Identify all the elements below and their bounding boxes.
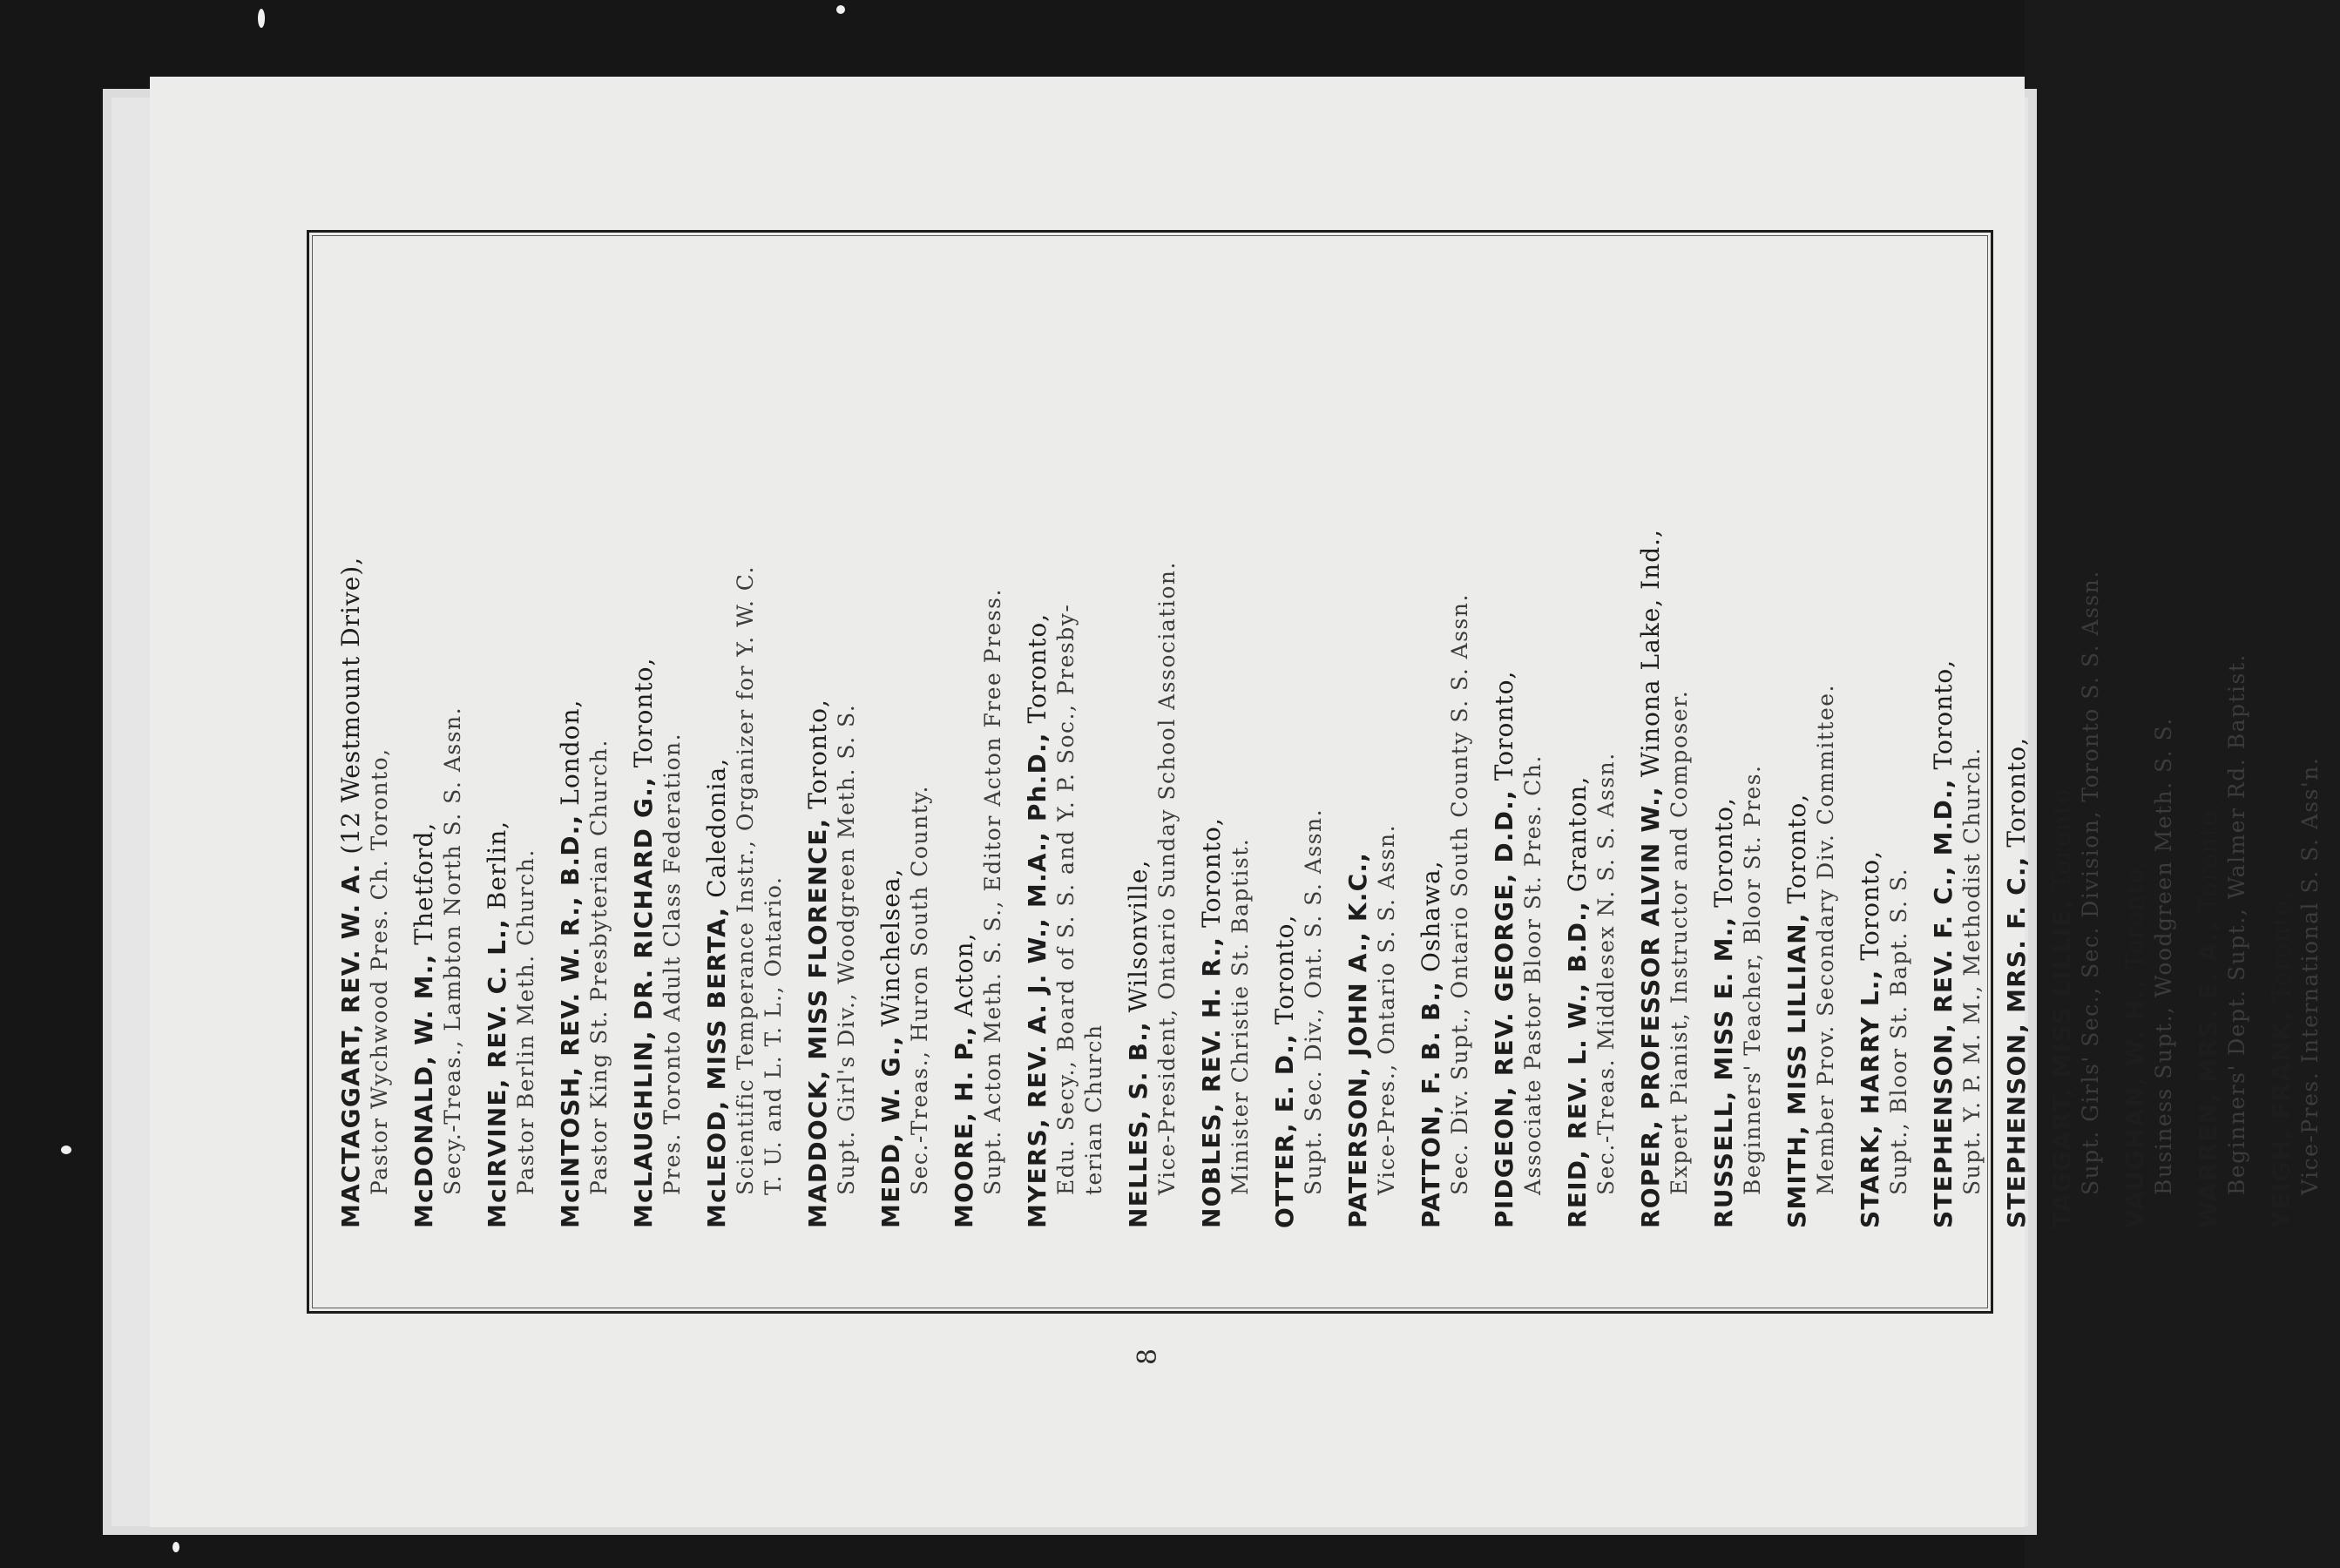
directory-entry — [556, 305, 613, 1228]
entry-name: MACTAGGART, REV. W. A. — [336, 862, 365, 1228]
scan-speck — [258, 9, 265, 28]
entry-location: Granton, — [1563, 775, 1592, 902]
entry-spacer — [788, 305, 803, 1228]
entry-location: Toronto, — [1023, 612, 1052, 733]
entry-heading — [409, 305, 439, 1228]
entry-name: RUSSELL, MISS E. M., — [1709, 916, 1738, 1228]
entry-spacer — [686, 305, 702, 1228]
entry-name: PATERSON, JOHN A., K.C., — [1343, 851, 1372, 1228]
directory-entry — [1563, 305, 1620, 1228]
entry-spacer — [1255, 305, 1270, 1228]
entry-heading — [556, 305, 585, 1228]
entry-name: STARK, HARRY L., — [1856, 969, 1884, 1228]
entry-description: Pres. Toronto Adult Class Federation. — [659, 732, 685, 1195]
entry-heading — [1636, 305, 1666, 1228]
entry-location: Toronto, — [1856, 850, 1884, 970]
directory-listing — [336, 305, 2323, 1228]
entry-spacer — [861, 305, 876, 1228]
scan-speck — [172, 1542, 179, 1552]
entry-location: Toronto, — [1782, 793, 1811, 913]
entry-description: Associate Pastor Bloor St. Pres. Ch. — [1520, 754, 1545, 1195]
entry-description: Supt. Sec. Div., Ont. S. S. Assn. — [1301, 808, 1326, 1195]
entry-heading — [1782, 305, 1812, 1228]
entry-description: Secy.-Treas., Lambton North S. S. Assn. — [440, 706, 465, 1195]
entry-heading — [1197, 305, 1227, 1228]
entry-spacer — [1401, 305, 1417, 1228]
entry-spacer — [1767, 305, 1782, 1228]
entry-location: Caledonia, — [702, 757, 731, 907]
entry-spacer — [1840, 305, 1856, 1228]
entry-description: Pastor King St. Presbyterian Church. — [586, 739, 612, 1195]
entry-heading — [2267, 305, 2296, 1228]
entry-location: Toronto, — [1490, 670, 1518, 790]
directory-entry — [2267, 305, 2324, 1228]
entry-location: Berlin, — [483, 820, 511, 919]
entry-description: Scientific Temperance Instr., Organizer for Y. W. C. — [733, 565, 758, 1195]
directory-entry — [1709, 305, 1767, 1228]
entry-location: Toronto, — [629, 657, 658, 777]
entry-description: Pastor Berlin Meth. Church. — [513, 848, 538, 1195]
entry-location: Toronto, — [803, 699, 832, 818]
directory-entry — [483, 305, 540, 1228]
directory-entry — [1197, 305, 1255, 1228]
entry-heading — [876, 305, 906, 1228]
entry-location: Wilsonville, — [1124, 859, 1153, 1022]
entry-description: Expert Pianist, Instructor and Composer. — [1667, 689, 1692, 1195]
entry-description: Edu. Secy., Board of S. S. and Y. P. Soc., Presby- — [1053, 603, 1079, 1195]
entry-location: Winona Lake, Ind., — [1636, 529, 1665, 787]
entry-description: Supt. Girls' Sec., Sec. Division, Toronto S. S. Assn. — [2078, 570, 2103, 1195]
entry-spacer — [1547, 305, 1563, 1228]
entry-location: Toronto, — [1709, 797, 1738, 916]
entry-name: McLAUGHLIN, DR. RICHARD G., — [629, 776, 658, 1228]
entry-description: Supt., Bloor St. Bapt. S. S. — [1886, 867, 1911, 1195]
scan-speck — [836, 5, 845, 14]
entry-spacer — [1474, 305, 1490, 1228]
entry-spacer — [2032, 305, 2047, 1228]
entry-description: terian Church — [1081, 1024, 1106, 1195]
entry-spacer — [467, 305, 483, 1228]
entry-location: Toronto, — [2194, 801, 2222, 921]
entry-name: STEPHENSON, REV. F. C., M.D., — [1929, 778, 1958, 1228]
entry-heading — [1490, 305, 1519, 1228]
entry-location: Toronto, — [2002, 736, 2031, 856]
entry-name: PIDGEON, REV. GEORGE, D.D., — [1490, 789, 1518, 1228]
entry-name: NELLES, S. B., — [1124, 1021, 1153, 1228]
directory-entry — [1490, 305, 1547, 1228]
directory-entry — [1270, 305, 1328, 1228]
entry-heading — [1417, 305, 1446, 1228]
entry-heading — [336, 305, 366, 1228]
entry-name: WARREN, MRS. E. A., — [2194, 920, 2222, 1228]
entry-heading — [2194, 305, 2223, 1228]
entry-description: Sec.-Treas., Huron South County. — [907, 785, 932, 1195]
entry-heading — [1343, 305, 1373, 1228]
entry-spacer — [394, 305, 409, 1228]
entry-spacer — [1986, 305, 2002, 1228]
entry-description: Pastor Wychwood Pres. Ch. Toronto, — [367, 747, 392, 1195]
entry-heading — [2120, 305, 2150, 1228]
entry-description: Vice-Pres. International S. S. Ass'n. — [2297, 756, 2323, 1195]
entry-name: McIRVINE, REV. C. L., — [483, 918, 511, 1228]
directory-entry — [1023, 305, 1108, 1228]
entry-location: Winchelsea, — [876, 868, 905, 1036]
entry-spacer — [1913, 305, 1929, 1228]
entry-heading — [803, 305, 833, 1228]
entry-heading — [950, 305, 979, 1228]
entry-name: ROPER, PROFESSOR ALVIN W., — [1636, 786, 1665, 1228]
entry-location: Toronto, — [1197, 817, 1226, 936]
entry-description: Member Prov. Secondary Div. Committee. — [1813, 684, 1838, 1195]
entry-name: MADDOCK, MISS FLORENCE, — [803, 817, 832, 1228]
directory-entry — [803, 305, 861, 1228]
directory-entry — [2194, 305, 2251, 1228]
entry-name: OTTER, E. D., — [1270, 1033, 1299, 1228]
entry-heading — [1563, 305, 1593, 1228]
entry-name: MOORE, H. P., — [950, 1025, 978, 1228]
entry-description: T. U. and L. T. L., Ontario. — [761, 875, 786, 1195]
directory-entry — [1417, 305, 1474, 1228]
directory-entry — [629, 305, 686, 1228]
entry-description: Vice-President, Ontario Sunday School Association. — [1154, 561, 1180, 1195]
entry-location: Acton, — [950, 932, 978, 1026]
entry-description: Vice-Pres., Ontario S. S. Assn. — [1374, 823, 1399, 1195]
directory-entry — [702, 305, 788, 1228]
entry-description: Sec.-Treas. Middlesex N. S. S. Assn. — [1593, 752, 1619, 1195]
directory-entry — [2120, 305, 2178, 1228]
directory-entry — [409, 305, 467, 1228]
directory-entry — [950, 305, 1007, 1228]
entry-heading — [1023, 305, 1052, 1228]
entry-spacer — [1007, 305, 1023, 1228]
directory-entry — [1929, 305, 1986, 1228]
entry-name: NOBLES, REV. H. R., — [1197, 936, 1226, 1228]
entry-description: Supt. Y. P. M. M., Methodist Church. — [1959, 747, 1985, 1195]
entry-description: Supt. Acton Meth. S. S., Editor Acton Free Press. — [980, 588, 1005, 1195]
entry-description: Minister Christie St. Baptist. — [1227, 837, 1253, 1195]
entry-location: Toronto, — [2267, 891, 2296, 1010]
entry-name: TAGGART, MISS LILLIE, — [2047, 898, 2076, 1228]
entry-spacer — [934, 305, 950, 1228]
entry-name: SMITH, MISS LILLIAN, — [1782, 912, 1811, 1228]
entry-description: Beginners' Teacher, Bloor St. Pres. — [1740, 764, 1765, 1195]
entry-name: McLEOD, MISS BERTA, — [702, 906, 731, 1228]
directory-entry — [336, 305, 394, 1228]
entry-name: MEDD, W. G., — [876, 1035, 905, 1228]
directory-entry — [876, 305, 934, 1228]
entry-heading — [1856, 305, 1885, 1228]
entry-heading — [1929, 305, 1958, 1228]
entry-description: Beginners' Dept. Supt., Walmer Rd. Baptist. — [2224, 653, 2249, 1195]
entry-name: MYERS, REV. A. J. W., M.A., Ph.D., — [1023, 732, 1052, 1228]
entry-spacer — [613, 305, 629, 1228]
scan-speck — [61, 1146, 71, 1154]
entry-heading — [1124, 305, 1153, 1228]
directory-entry — [2002, 305, 2032, 1228]
entry-location: (12 Westmount Drive), — [336, 556, 365, 863]
entry-spacer — [540, 305, 556, 1228]
entry-name: REID, REV. L. W., B.D., — [1563, 901, 1592, 1228]
entry-location: Toronto, — [1270, 914, 1299, 1034]
entry-spacer — [2105, 305, 2120, 1228]
directory-entry — [1343, 305, 1401, 1228]
entry-name: PATTON, F. B. B., — [1417, 980, 1445, 1228]
entry-location: Toronto, — [2047, 779, 2076, 899]
entry-spacer — [1694, 305, 1709, 1228]
entry-spacer — [2178, 305, 2194, 1228]
entry-spacer — [1328, 305, 1343, 1228]
entry-heading — [2002, 305, 2032, 1228]
directory-entry — [1782, 305, 1840, 1228]
entry-heading — [702, 305, 732, 1228]
entry-name: McINTOSH, REV. W. R., B.D., — [556, 814, 585, 1228]
entry-description: Supt. Girl's Div., Woodgreen Meth. S. S. — [834, 703, 859, 1195]
entry-name: STEPHENSON, MRS. F. C., — [2002, 855, 2031, 1228]
entry-spacer — [1620, 305, 1636, 1228]
entry-heading — [629, 305, 659, 1228]
entry-location: London, — [556, 699, 585, 814]
entry-description: Business Supt., Woodgreen Meth. S. S. — [2151, 717, 2176, 1195]
entry-name: VAUGHAN, W. H., — [2120, 978, 2149, 1228]
entry-spacer — [2251, 305, 2267, 1228]
entry-name: McDONALD, W. M., — [409, 953, 438, 1228]
entry-spacer — [1108, 305, 1124, 1228]
entry-spacer — [1181, 305, 1197, 1228]
entry-description: Sec. Div. Supt., Ontario South County S. S. Assn. — [1447, 593, 1472, 1195]
directory-entry — [2047, 305, 2105, 1228]
entry-spacer — [2324, 305, 2340, 1228]
entry-location: Toronto, — [1929, 659, 1958, 779]
entry-heading — [1709, 305, 1739, 1228]
entry-location: Oshawa, — [1417, 860, 1445, 981]
directory-entry — [1856, 305, 1913, 1228]
page-number: 8 — [1133, 1348, 1164, 1366]
entry-heading — [2047, 305, 2077, 1228]
entry-location: Thetford, — [409, 821, 438, 954]
directory-entry — [1124, 305, 1181, 1228]
entry-name: YEIGH, FRANK, — [2267, 1010, 2296, 1228]
entry-heading — [483, 305, 512, 1228]
directory-entry — [1636, 305, 1694, 1228]
entry-location: Toronto, — [2120, 859, 2149, 979]
entry-heading — [1270, 305, 1300, 1228]
